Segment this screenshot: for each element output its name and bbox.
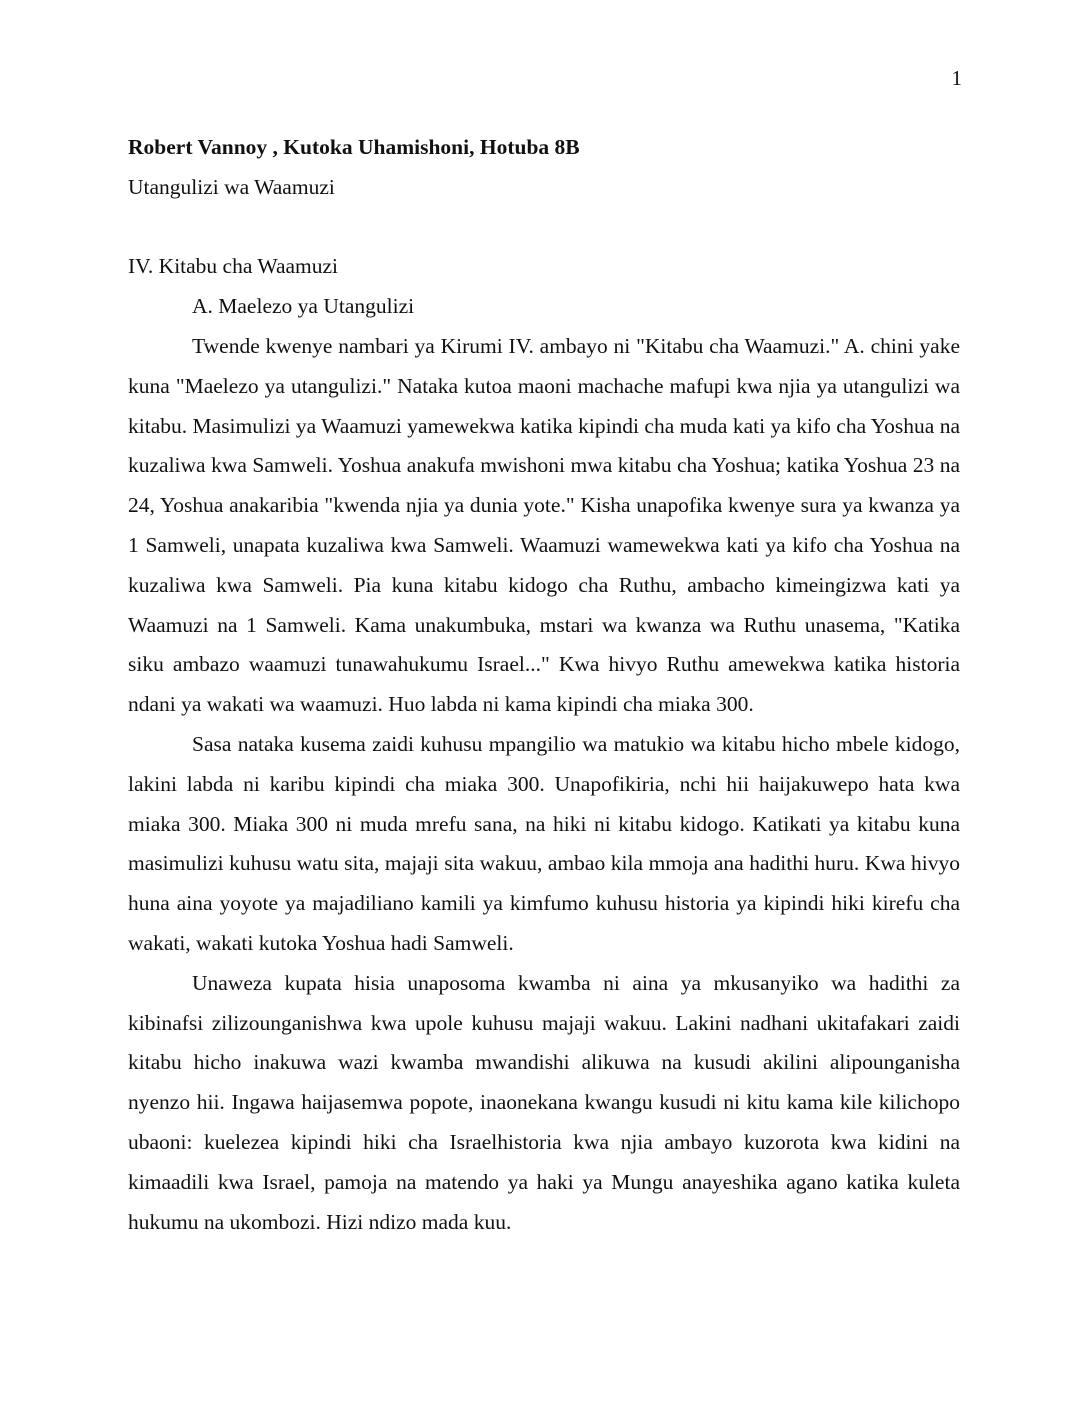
subsection-heading: A. Maelezo ya Utangulizi (192, 294, 415, 319)
body-paragraph: Sasa nataka kusema zaidi kuhusu mpangilio wa matukio wa kitabu hicho mbele kidogo, lakini labda ni karibu kipindi cha miaka 300. Unapofikiria, nchi hii haijakuwepo hata kwa miaka 300. Miaka 300 ni muda mrefu sana, na hiki ni kitabu kidogo. Katikati ya kitabu kuna masimulizi kuhusu watu sita, majaji sita wakuu, ambao kila mmoja ana hadithi huru. Kwa hivyo huna aina yoyote ya majadiliano kamili ya kimfumo kuhusu historia ya kipindi hiki kirefu cha wakati, wakati kutoka Yoshua hadi Samweli. (128, 731, 960, 955)
section-heading: IV. Kitabu cha Waamuzi (128, 254, 339, 279)
page-number: 1 (951, 66, 962, 90)
body-paragraph: Unaweza kupata hisia unaposoma kwamba ni aina ya mkusanyiko wa hadithi za kibinafsi zilizounganishwa kwa upole kuhusu majaji wakuu. Lakini nadhani ukitafakari zaidi kitabu hicho inakuwa wazi kwamba mwandishi alikuwa na kusudi akilini alipounganisha nyenzo hii. Ingawa haijasemwa popote, inaonekana kwangu kusudi ni kitu kama kile kilichopo ubaoni: kuelezea kipindi hiki cha Israelhistoria kwa njia ambayo kuzorota kwa kidini na kimaadili kwa Israel, pamoja na matendo ya haki ya Mungu anayeshika agano katika kuleta hukumu na ukombozi. Hizi ndizo mada kuu. (128, 970, 960, 1234)
blank-line (128, 208, 960, 248)
document-body (128, 128, 960, 1242)
document-subtitle: Utangulizi wa Waamuzi (128, 174, 335, 199)
body-paragraph: Twende kwenye nambari ya Kirumi IV. ambayo ni "Kitabu cha Waamuzi." A. chini yake kuna "Maelezo ya utangulizi." Nataka kutoa maoni machache mafupi kwa njia ya utangulizi wa kitabu. Masimulizi ya Waamuzi yamewekwa katika kipindi cha muda kati ya kifo cha Yoshua na kuzaliwa kwa Samweli. Yoshua anakufa mwishoni mwa kitabu cha Yoshua; katika Yoshua 23 na 24, Yoshua anakaribia "kwenda njia ya dunia yote." Kisha unapofika kwenye sura ya kwanza ya 1 Samweli, unapata kuzaliwa kwa Samweli. Waamuzi wamewekwa kati ya kifo cha Yoshua na kuzaliwa kwa Samweli. Pia kuna kitabu kidogo cha Ruthu, ambacho kimeingizwa kati ya Waamuzi na 1 Samweli. Kama unakumbuka, mstari wa kwanza wa Ruthu unasema, "Katika siku ambazo waamuzi tunawahukumu Israel..." Kwa hivyo Ruthu amewekwa katika historia ndani ya wakati wa waamuzi. Huo labda ni kama kipindi cha miaka 300. (128, 333, 960, 717)
document-title: Robert Vannoy , Kutoka Uhamishoni, Hotuba 8B (128, 135, 580, 159)
